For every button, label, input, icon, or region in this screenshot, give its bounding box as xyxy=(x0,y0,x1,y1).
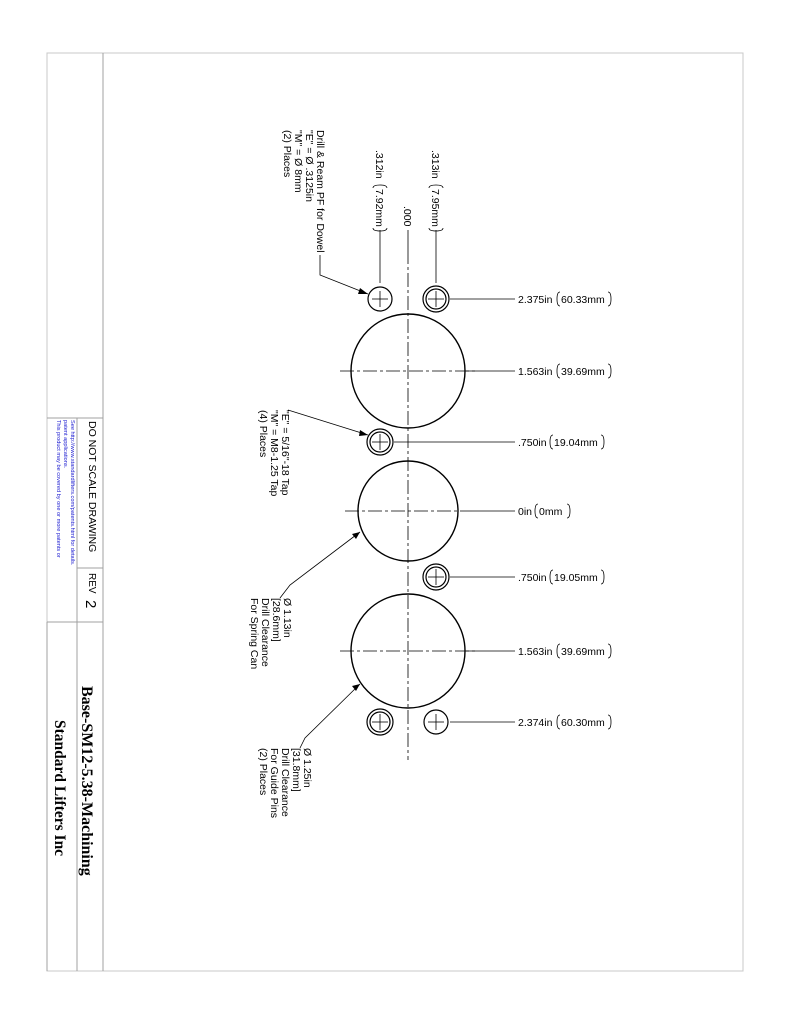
ordinate-x-label: 2.375in xyxy=(518,294,553,306)
ordinate-x-label: .750in xyxy=(518,572,547,584)
ordinate-x-metric: 0mm xyxy=(539,506,563,518)
rev-label: REV xyxy=(86,573,97,594)
ordinate-x-metric: 39.69mm xyxy=(561,366,605,378)
guide-pin-callout-line1: Ø 1.25in xyxy=(301,748,313,788)
ordinate-x-label: 1.563in xyxy=(518,366,553,378)
spring-can-callout-line3: Drill Clearance xyxy=(259,598,271,667)
ordinate-x-metric: 19.05mm xyxy=(554,572,598,584)
ordinate-y-metric: 7.95mm xyxy=(429,189,441,227)
ordinate-x-metric: 60.30mm xyxy=(561,717,605,729)
ordinate-x-metric: 39.69mm xyxy=(561,646,605,658)
part-name: Base-SM12-5.38-Machining xyxy=(78,686,95,876)
ordinate-y-label: .000 xyxy=(401,206,413,227)
guide-pin-callout-line2: [31.8mm] xyxy=(290,748,302,792)
ordinate-x-label: 2.374in xyxy=(518,717,553,729)
patent-line-1: This product may be covered by one or more patents or xyxy=(55,420,61,558)
spring-can-callout-line4: For Spring Can xyxy=(248,598,260,670)
ordinate-y-metric: 7.92mm xyxy=(373,189,385,227)
spring-can-callout-line1: Ø 1.13in xyxy=(281,598,293,638)
sheet-border xyxy=(47,53,743,971)
ordinate-x-label: 0in xyxy=(518,506,533,518)
dowel-callout-line1: Drill & Ream PF for Dowel xyxy=(314,130,326,253)
guide-pin-callout-line4: For Guide Pins xyxy=(268,748,280,819)
patent-line-3: See http://www.standardlifters.com/patents.html for details. xyxy=(69,420,75,566)
ordinate-x-metric: 60.33mm xyxy=(561,294,605,306)
dowel-callout-line4: (2) Places xyxy=(281,130,293,178)
dowel-callout-line3: "M" = Ø 8mm xyxy=(292,130,304,193)
ordinate-y-label: .312in xyxy=(373,150,385,179)
ordinate-x-label: .750in xyxy=(518,437,547,449)
ordinate-x-metric: 19.04mm xyxy=(554,437,598,449)
patent-line-2: patent applications. xyxy=(62,420,68,469)
callout-leaders xyxy=(280,255,368,748)
tap-callout-line1: "E" = 5/16"-18 Tap xyxy=(279,410,291,496)
tap-callout-line2: "M" = M8-1.25 Tap xyxy=(268,410,280,497)
guide-pin-callout-line5: (2) Places xyxy=(257,748,269,796)
rev-value: 2 xyxy=(82,600,99,609)
company-name: Standard Lifters Inc xyxy=(51,720,68,857)
guide-pin-callout-line3: Drill Clearance xyxy=(279,748,291,817)
ordinate-y-label: .313in xyxy=(429,150,441,179)
spring-can-callout-line2: [28.6mm] xyxy=(270,598,282,642)
ordinate-x-label: 1.563in xyxy=(518,646,553,658)
dowel-callout-line2: "E" = Ø .3125in xyxy=(303,130,315,202)
tap-callout-line3: (4) Places xyxy=(257,410,269,458)
ordinate-leaders xyxy=(394,299,515,722)
scale-note: DO NOT SCALE DRAWING xyxy=(86,421,98,553)
